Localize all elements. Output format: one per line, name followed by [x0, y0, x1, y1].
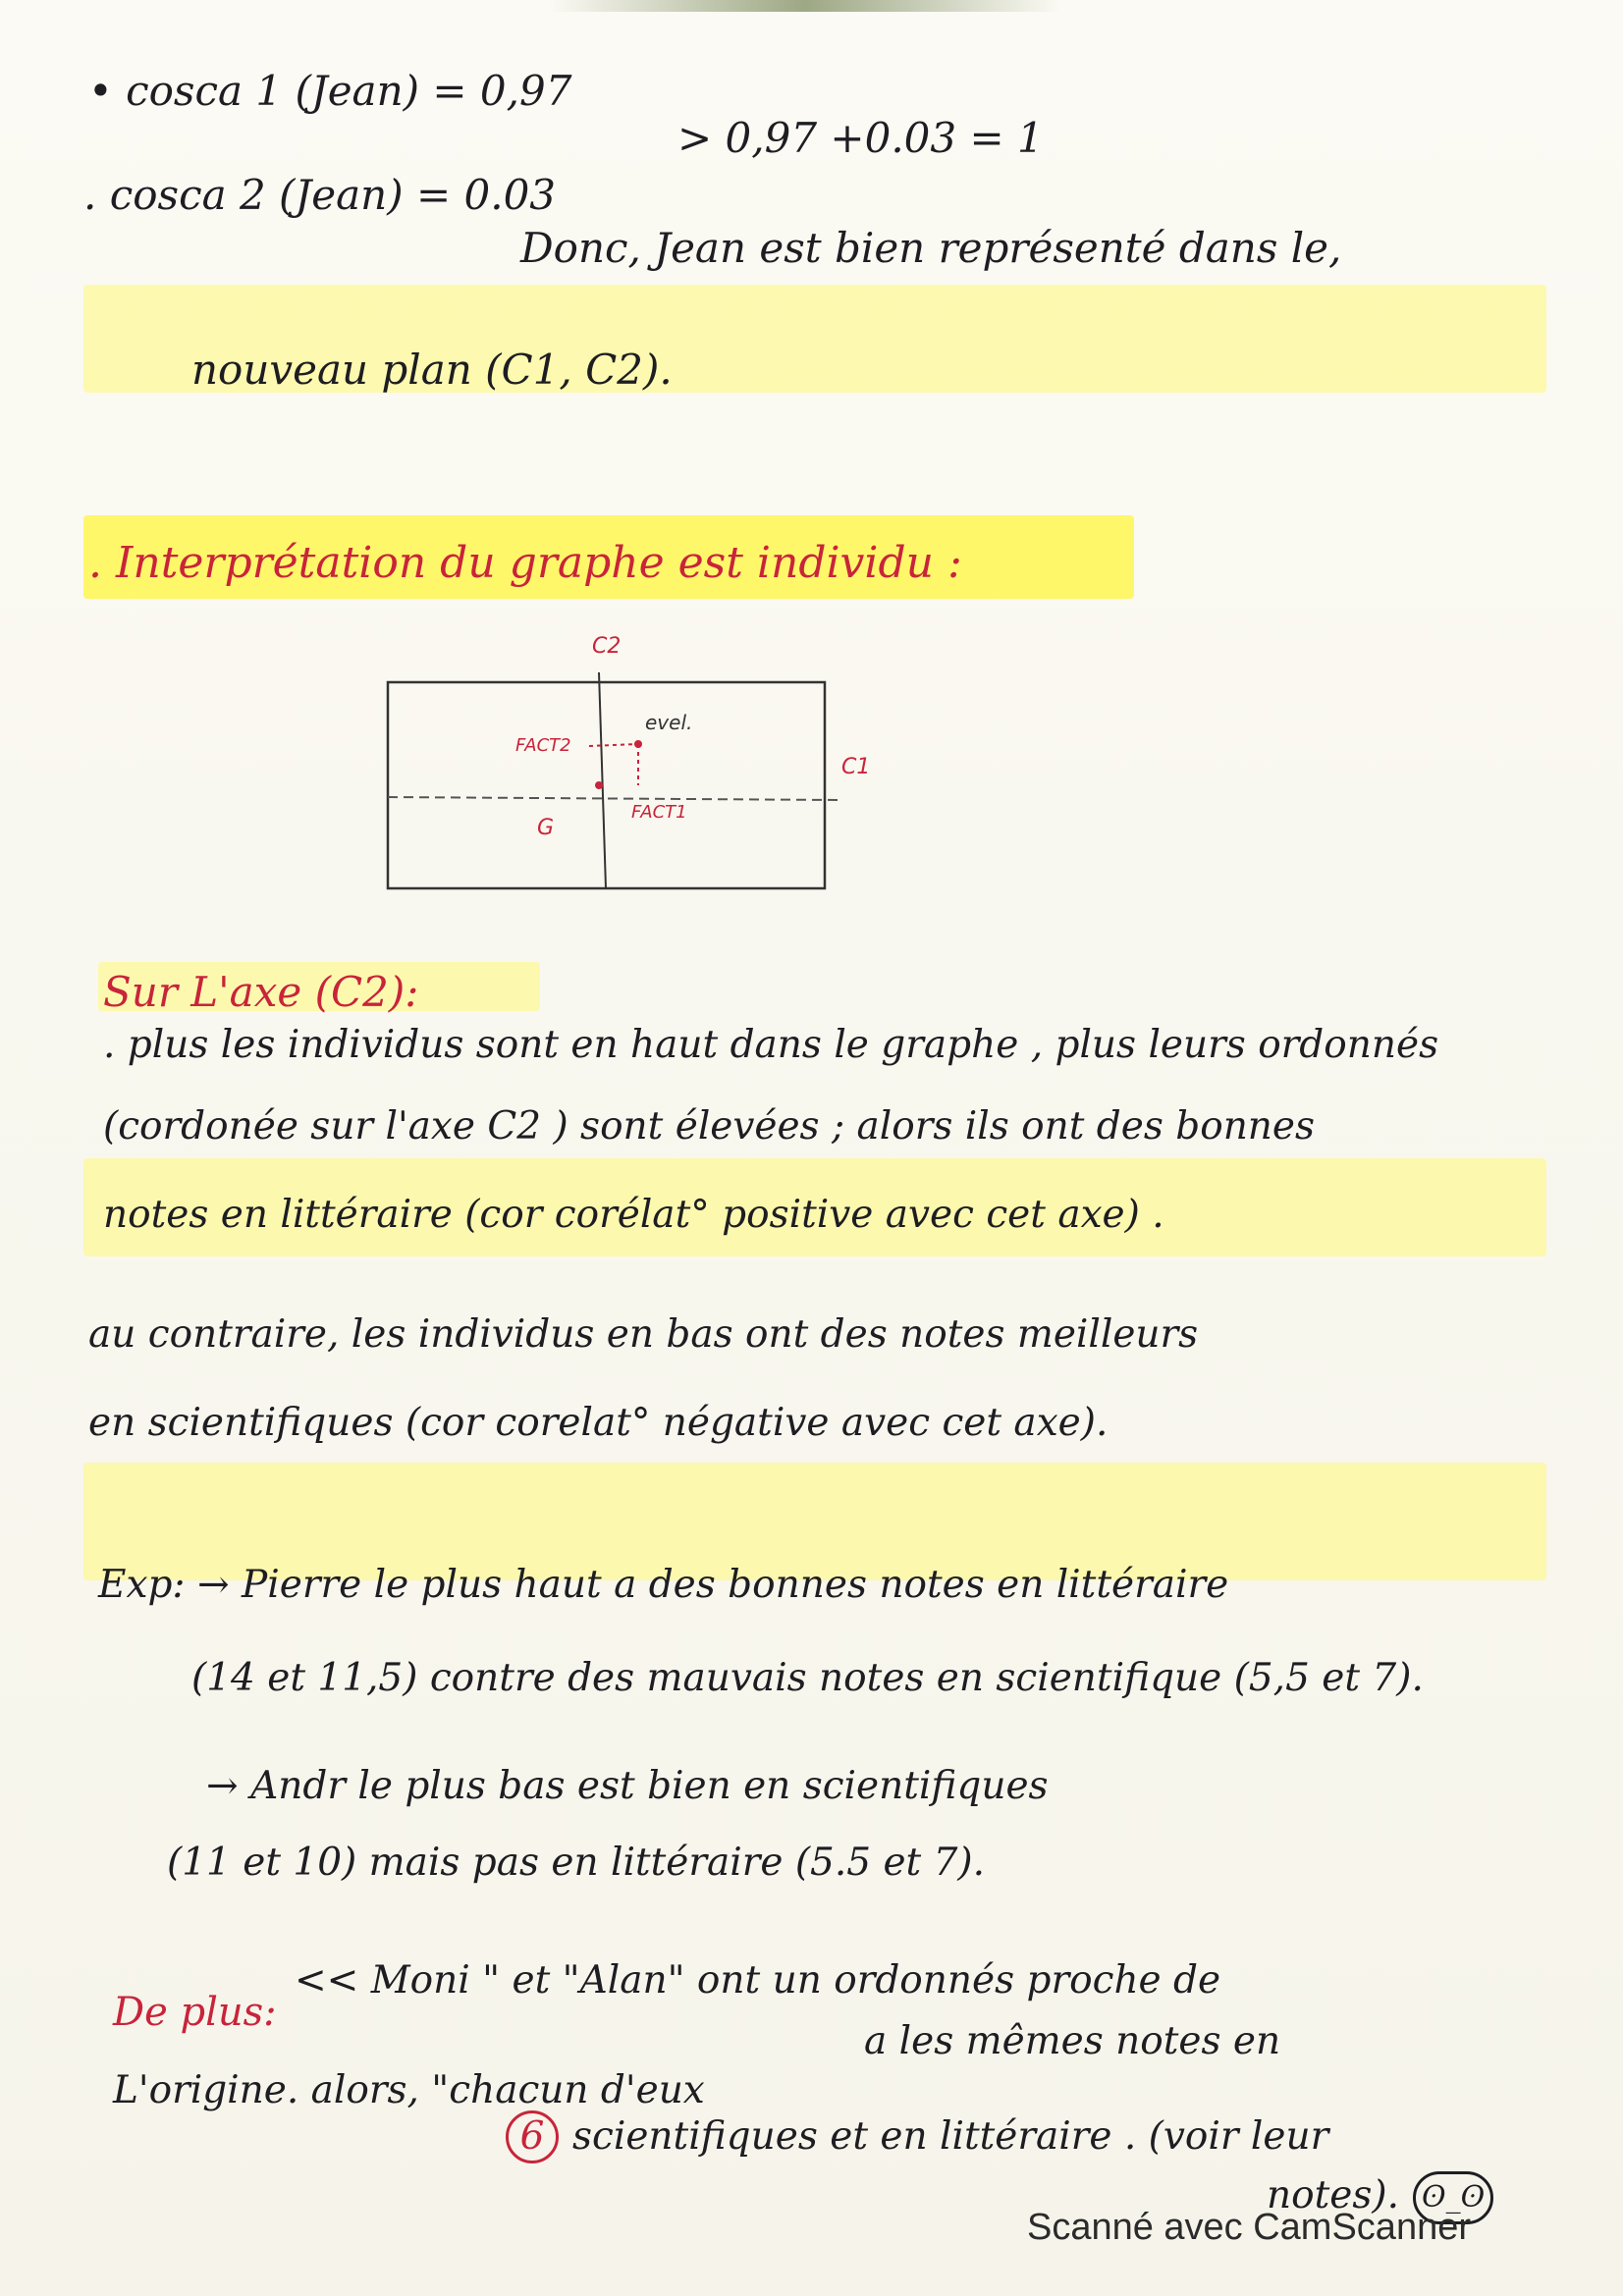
face-doodle-icon: ʘ_ʘ	[1413, 2171, 1493, 2224]
section-heading: . Interprétation du graphe est individu :	[88, 538, 962, 588]
label-fact1: FACT1	[631, 802, 687, 823]
example-line-1: Exp: → Pierre le plus haut a des bonnes notes en littéraire	[98, 1563, 1229, 1607]
de-plus-line-5-text: notes).	[1267, 2173, 1399, 2217]
de-plus-line-4	[506, 2110, 1328, 2163]
para-line-4: au contraire, les individus en bas ont des notes meilleurs	[88, 1312, 1199, 1357]
example-line-2: (14 et 11,5) contre des mauvais notes en scientifique (5,5 et 7).	[191, 1656, 1424, 1700]
label-origin: G	[537, 816, 555, 840]
para-line-1: . plus les individus sont en haut dans le graphe , plus leurs ordonnés	[103, 1023, 1439, 1067]
line-cosca1: • cosca 1 (Jean) = 0,97	[88, 67, 572, 115]
de-plus-line-4-text: scientifiques et en littéraire . (voir leur	[572, 2114, 1329, 2159]
label-fact2: FACT2	[515, 735, 571, 756]
graph-frame	[388, 682, 825, 888]
para-line-3: notes en littéraire (cor corélat° positive avec cet axe) .	[103, 1193, 1164, 1237]
line-cosca2: . cosca 2 (Jean) = 0.03	[83, 171, 557, 219]
graph-svg	[388, 628, 879, 903]
para-line-5: en scientifiques (cor corelat° négative avec cet axe).	[88, 1401, 1109, 1445]
example-line-4: (11 et 10) mais pas en littéraire (5.5 et 7).	[167, 1841, 986, 1885]
line-sum: > 0,97 +0.03 = 1	[677, 114, 1044, 162]
de-plus-line-1: << Moni " et "Alan" ont un ordonnés proche de	[295, 1958, 1221, 2002]
individuals-graph	[388, 628, 879, 903]
circled-page-number: 6	[506, 2110, 559, 2163]
label-c1: C1	[841, 755, 871, 779]
de-plus-line-2: a les mêmes notes en	[864, 2019, 1281, 2063]
label-point: evel.	[645, 711, 693, 734]
para-line-2: (cordonée sur l'axe C2 ) sont élevées ; alors ils ont des bonnes	[103, 1104, 1316, 1148]
example-line-3: → Andr le plus bas est bien en scientifiques	[206, 1764, 1049, 1808]
axis-c1	[388, 797, 839, 800]
de-plus-line-3: L'origine. alors, "chacun d'eux	[113, 2068, 705, 2112]
line-donc: Donc, Jean est bien représenté dans le,	[520, 224, 1342, 272]
fact2-guide	[589, 744, 638, 746]
point-g	[595, 781, 603, 789]
camscanner-footer: Scanné avec CamScanner	[1026, 2207, 1471, 2248]
point-evel	[634, 740, 642, 748]
axis-heading: Sur L'axe (C2):	[103, 968, 419, 1016]
label-c2: C2	[592, 634, 622, 659]
axis-c2	[599, 672, 606, 888]
scan-edge-shadow	[550, 0, 1060, 12]
de-plus-label: De plus:	[113, 1990, 277, 2035]
line-nouveau-plan: nouveau plan (C1, C2).	[191, 346, 673, 394]
